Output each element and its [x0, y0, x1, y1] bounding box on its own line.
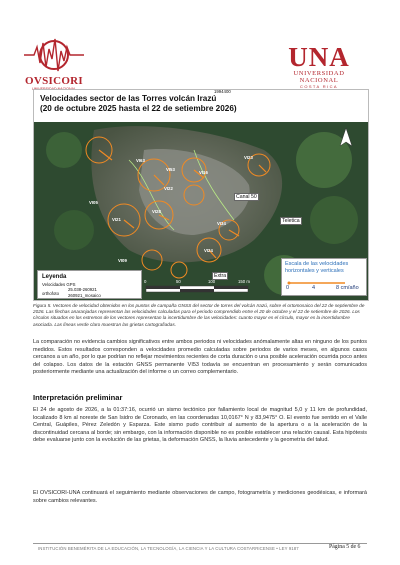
velocity-tick: 0 [286, 285, 290, 291]
point-label: VI21 [112, 217, 121, 222]
label-teletica: Teletica [282, 218, 300, 224]
ovsicori-name: OVSICORI [24, 75, 84, 87]
map-legend [37, 270, 142, 299]
footer-text: INSTITUCIÓN BENEMÉRITA DE LA EDUCACIÓN, LA TECNOLOGÍA, LA CIENCIA Y LA CULTURA COSTARRICENSE • LEY 9187 [38, 546, 299, 551]
una-logo [278, 44, 360, 94]
page-number: Página 5 de 6 [329, 544, 361, 550]
point-label: VI23 [244, 155, 253, 160]
label-extra: Extra [214, 273, 227, 279]
velocity-tick: 8 cm/año [336, 285, 359, 291]
figure-title-line1: Velocidades sector de las Torres volcán Irazú [40, 94, 217, 103]
paragraph-comparison: La comparación no evidencia cambios significativos entre ambos periodos ni velocidades anómalamente altas en ninguno de los puntos medidos. Estos resultados corresponden a velocidades promedio calculadas sobre periodos de varios meses, en algunos casos cercanos a un año, por lo que podrían no reflejar movimientos recientes de corta duración o una posible aceleración ocurrida poco antes del colapso. Los datos de la estación GNSS permanente VI53 todavía se encuentran en procesamiento y serán comunicados posteriormente mediante una actualización del informe o un correo complementario. [33, 339, 367, 376]
ovsicori-logo [22, 35, 86, 97]
figure-title [40, 94, 237, 114]
point-label: VI09 [118, 258, 127, 263]
una-line2: COSTA RICA [300, 84, 338, 89]
scale-tick: 150 m [238, 279, 250, 284]
point-label: VI16 [199, 170, 208, 175]
point-label: VI28 [152, 209, 161, 214]
legend-gps-item: 25.038-260921 [68, 287, 97, 292]
velocity-map-figure [33, 89, 369, 301]
legend-title: Leyenda [42, 274, 67, 280]
label-canal: Canal 50 [236, 194, 257, 200]
footer-divider [33, 543, 367, 544]
figure-caption: Figura 5. Vectores de velocidad obtenidos en los puntos de campaña GNSS del sector de torres del volcán Irazú, sobre el ortomosaico del 22 de septiembre de 2026. Las flechas anaranjadas representan las velocidades calculadas para el periodo comprendido entre el 20 de octubre y el 22 de setiembre de 2026. Los círculos situados en los extremos de los vectores representan la incertidumbre de las velocidades: cuanto mayor es el círculo, mayor es la incertidumbre asociada. Las líneas verde claro muestran las grietas cartografiadas. [33, 303, 365, 327]
paragraph-followup: El OVSICORI-UNA continuará el seguimiento mediante observaciones de campo, fotogrametría y mediciones geodésicas, e informará sobre cambios relevantes. [33, 490, 367, 504]
una-line1: UNIVERSIDAD NACIONAL [293, 70, 345, 84]
legend-ortho-item: 260921_mosaico [68, 293, 101, 298]
una-name: UNA [288, 42, 350, 72]
figure-title-line2: (20 de octubre 2025 hasta el 22 de setiembre 2026) [40, 104, 237, 113]
point-label: VI22 [164, 186, 173, 191]
scale-tick: 0 [144, 279, 147, 284]
section-heading: Interpretación preliminar [33, 393, 123, 402]
scale-tick: 100 [208, 279, 216, 284]
legend-ortho-label: orthofoto [42, 291, 59, 296]
point-label: VI53 [166, 167, 175, 172]
velocity-tick: 4 [312, 285, 316, 291]
velocity-scale-text: Escala de las velocidades horizontales y verticales [285, 261, 349, 274]
point-label: VI34 [217, 221, 226, 226]
coord-top: 1994400 [214, 89, 231, 94]
scale-tick: 50 [176, 279, 181, 284]
legend-gps-label: Velocidades GPS [42, 282, 76, 287]
paragraph-interpretation: El 24 de agosto de 2026, a la 01:37:16, ocurrió un sismo tectónico por fallamiento local de magnitud 5,0 y 11 km de profundidad, localizado 8 km al noreste de San Isidro de Coronado, en las coordenadas 10,0167° N y 83,9475° O. El evento fue sentido en el Valle Central, Guápiles, Pérez Zeledón y Esparza. Este sismo pudo contribuir al aumento de la apertura o a la aceleración de la discontinuidad cercana al borde; sin embargo, con la información disponible no es posible establecer una relación causal. Esta hipótesis debe evaluarse junto con la evolución de las grietas, la deformación GNSS, la lluvia antecedente y la geometría del talud. [33, 407, 367, 444]
point-label: VI24 [204, 248, 213, 253]
ovsicori-seismogram-icon [22, 35, 86, 75]
point-label: VI63 [136, 158, 145, 163]
velocity-scale-legend [281, 258, 367, 296]
point-label: VI05 [89, 200, 98, 205]
